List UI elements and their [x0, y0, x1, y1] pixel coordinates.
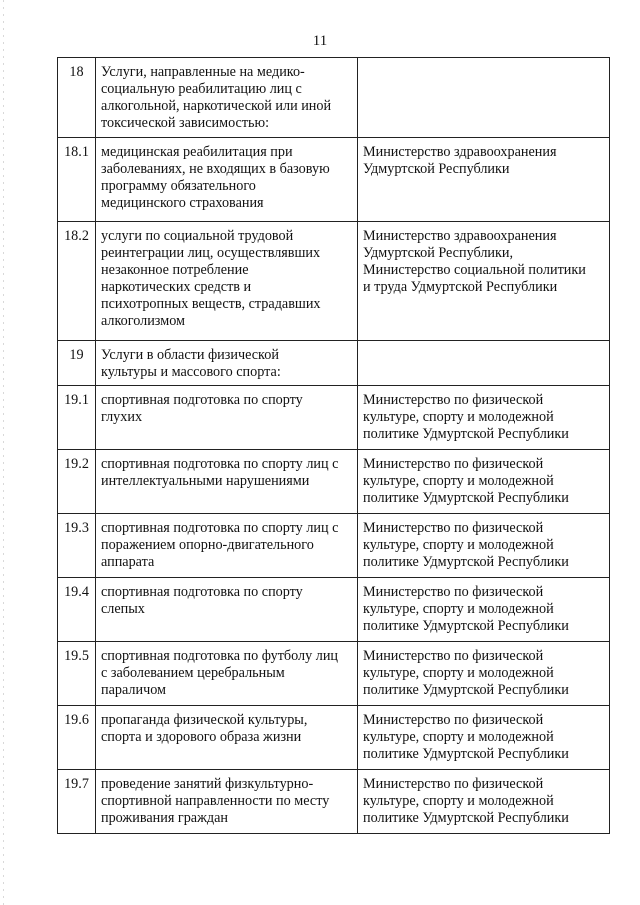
responsible-agency: Министерство по физической культуре, спорту и молодежной политике Удмуртской Республики [358, 386, 610, 450]
table-row-19-4 [58, 578, 610, 642]
row-number: 18.1 [58, 138, 96, 222]
row-number: 18 [58, 58, 96, 138]
responsible-agency: Министерство здравоохранения Удмуртской Республики, Министерство социальной политики и труда Удмуртской Республики [358, 222, 610, 341]
service-description: медицинская реабилитация при заболеваниях, не входящих в базовую программу обязательного медицинского страхования [96, 138, 358, 222]
scan-edge-artifact [3, 0, 4, 905]
row-number: 19.7 [58, 770, 96, 834]
table-row-18 [58, 58, 610, 138]
table-row-18-1 [58, 138, 610, 222]
responsible-agency: Министерство по физической культуре, спорту и молодежной политике Удмуртской Республики [358, 770, 610, 834]
service-description: спортивная подготовка по спорту лиц с поражением опорно-двигательного аппарата [96, 514, 358, 578]
service-description: спортивная подготовка по спорту глухих [96, 386, 358, 450]
row-number: 19.2 [58, 450, 96, 514]
row-number: 18.2 [58, 222, 96, 341]
row-number: 19.3 [58, 514, 96, 578]
page-number: 11 [312, 33, 328, 49]
service-description: спортивная подготовка по спорту слепых [96, 578, 358, 642]
service-description: пропаганда физической культуры, спорта и здорового образа жизни [96, 706, 358, 770]
service-description: спортивная подготовка по спорту лиц с интеллектуальными нарушениями [96, 450, 358, 514]
row-number: 19.1 [58, 386, 96, 450]
service-description: услуги по социальной трудовой реинтеграции лиц, осуществлявших незаконное потребление наркотических средств и психотропных веществ, страдавших алкоголизмом [96, 222, 358, 341]
service-description: спортивная подготовка по футболу лиц с заболеванием церебральным параличом [96, 642, 358, 706]
responsible-agency: Министерство здравоохранения Удмуртской Республики [358, 138, 610, 222]
responsible-agency: Министерство по физической культуре, спорту и молодежной политике Удмуртской Республики [358, 706, 610, 770]
responsible-agency [358, 58, 610, 138]
table-row-19-6 [58, 706, 610, 770]
row-number: 19.6 [58, 706, 96, 770]
table-row-19-7 [58, 770, 610, 834]
row-number: 19.5 [58, 642, 96, 706]
table-row-19-2 [58, 450, 610, 514]
table-row-19-3 [58, 514, 610, 578]
service-description: Услуги в области физической культуры и массового спорта: [96, 341, 358, 386]
services-table [57, 57, 610, 834]
responsible-agency: Министерство по физической культуре, спорту и молодежной политике Удмуртской Республики [358, 578, 610, 642]
responsible-agency [358, 341, 610, 386]
table-row-18-2 [58, 222, 610, 341]
responsible-agency: Министерство по физической культуре, спорту и молодежной политике Удмуртской Республики [358, 450, 610, 514]
table-row-19-5 [58, 642, 610, 706]
table-row-19 [58, 341, 610, 386]
service-description: проведение занятий физкультурно- спортивной направленности по месту проживания граждан [96, 770, 358, 834]
service-description: Услуги, направленные на медико- социальную реабилитацию лиц с алкогольной, наркотической или иной токсической зависимостью: [96, 58, 358, 138]
row-number: 19 [58, 341, 96, 386]
responsible-agency: Министерство по физической культуре, спорту и молодежной политике Удмуртской Республики [358, 514, 610, 578]
responsible-agency: Министерство по физической культуре, спорту и молодежной политике Удмуртской Республики [358, 642, 610, 706]
row-number: 19.4 [58, 578, 96, 642]
table-row-19-1 [58, 386, 610, 450]
